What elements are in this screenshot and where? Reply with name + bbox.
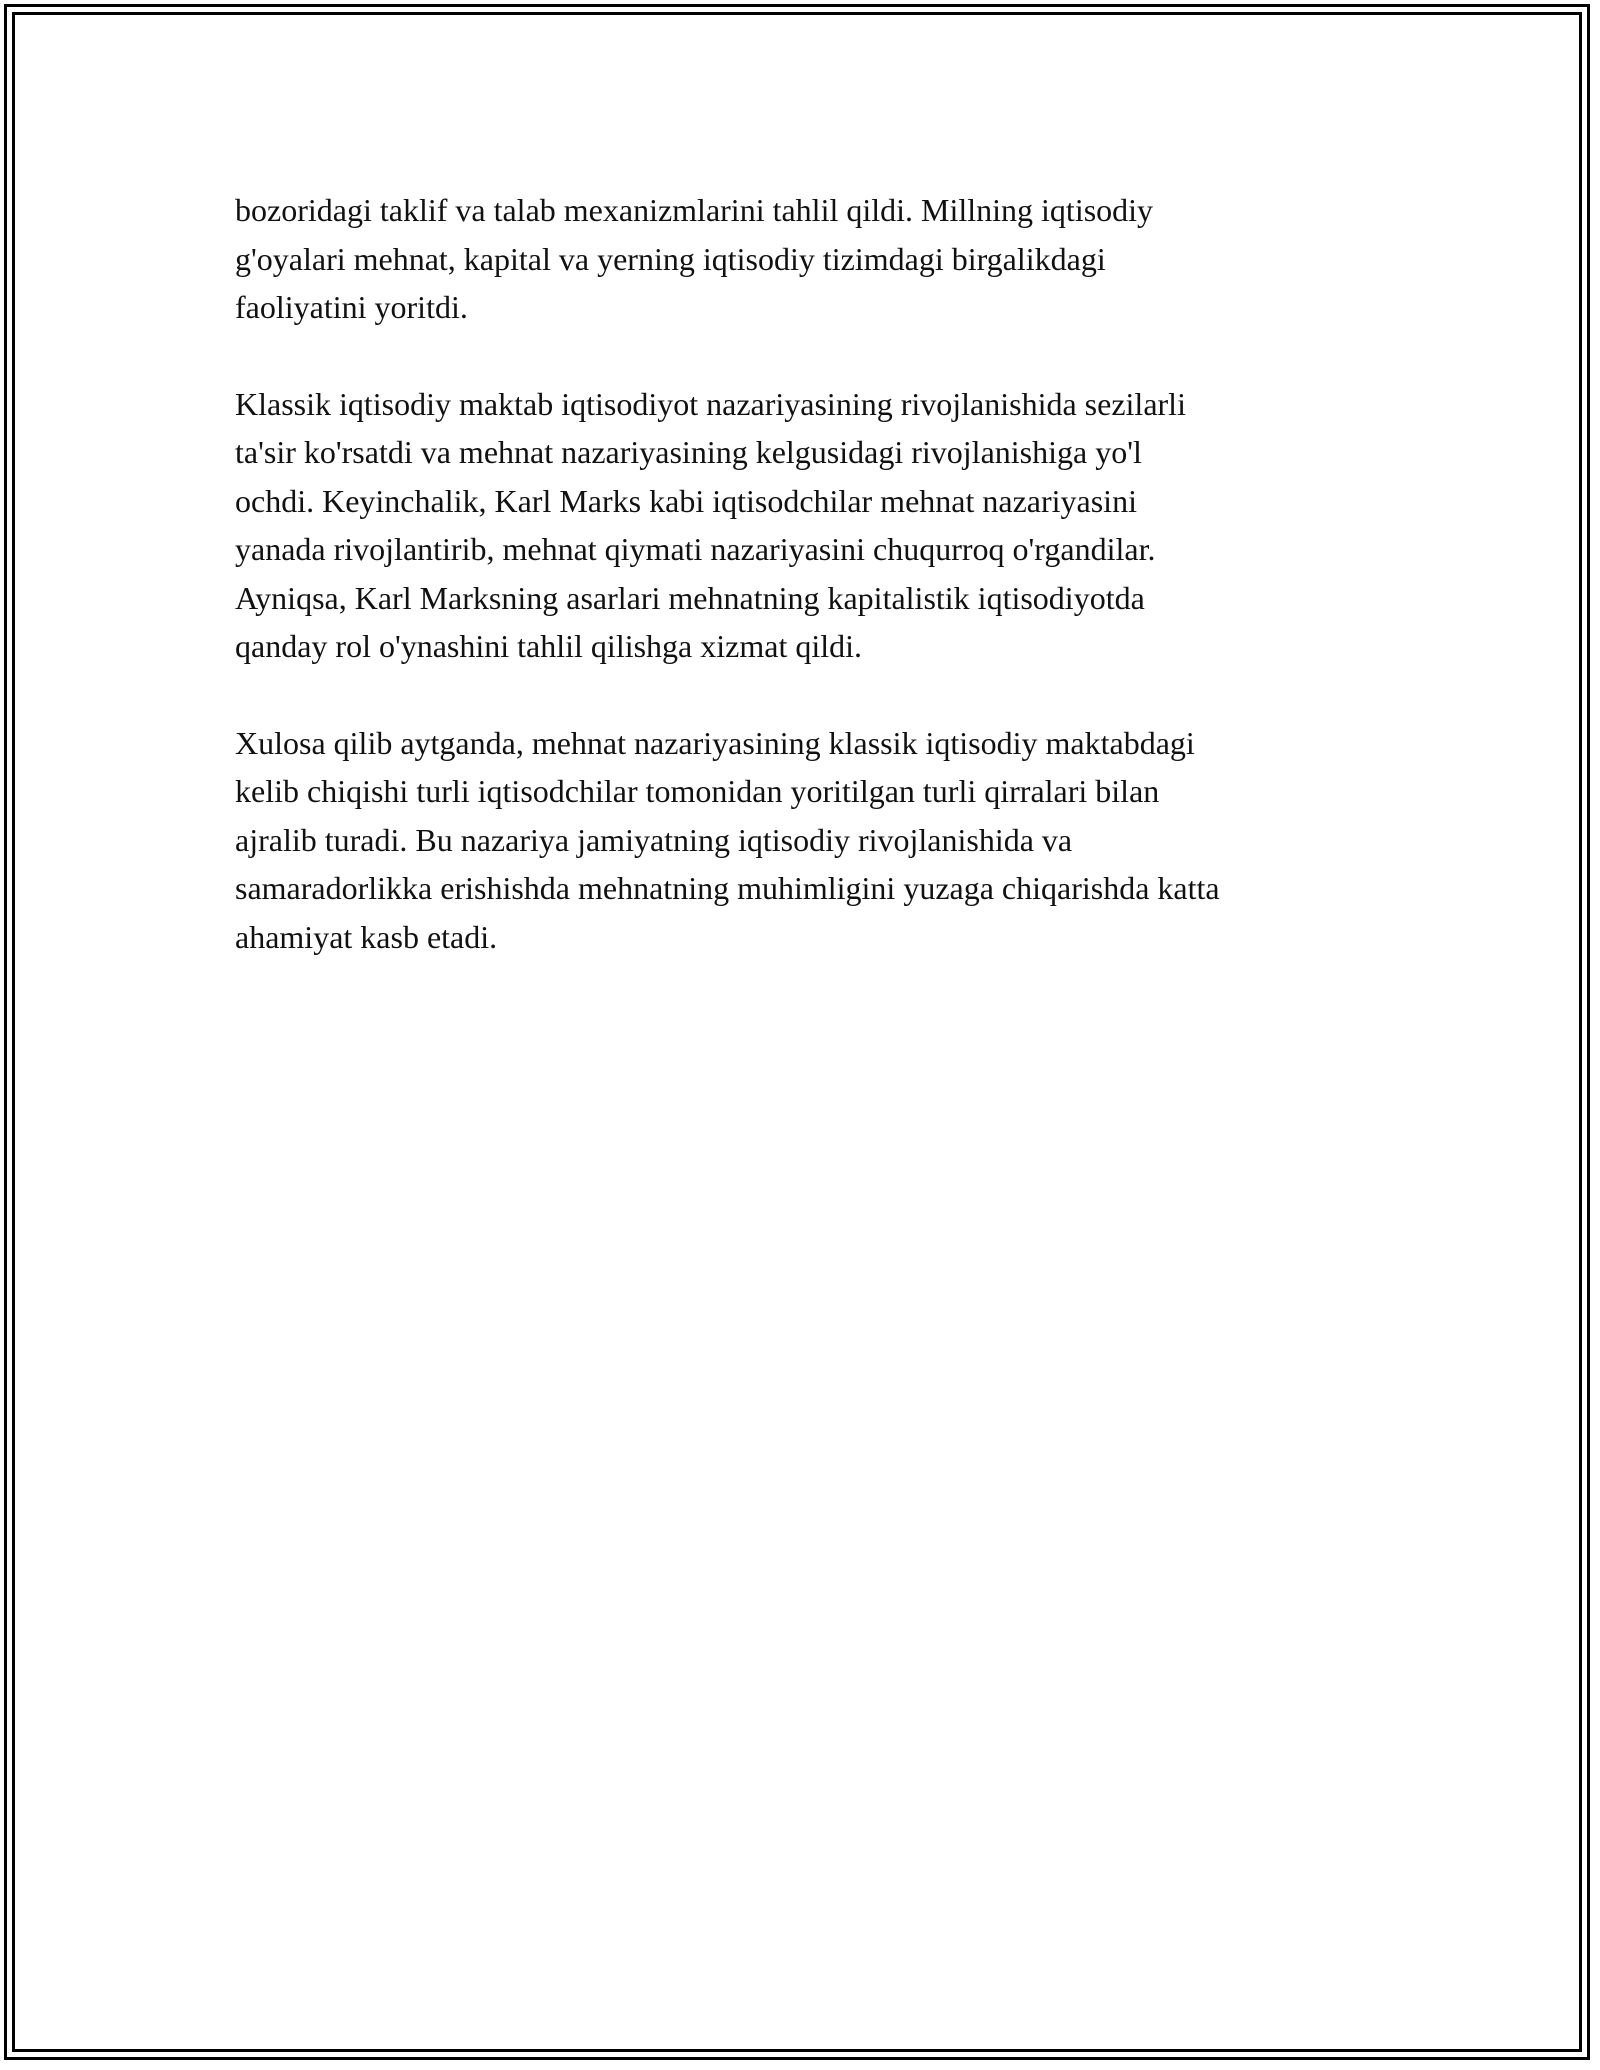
text-line: ta'sir ko'rsatdi va mehnat nazariyasining kelgusidagi rivojlanishiga yo'l <box>235 434 1142 470</box>
text-line: kelib chiqishi turli iqtisodchilar tomonidan yoritilgan turli qirralari bilan <box>235 773 1160 809</box>
text-line: yanada rivojlantirib, mehnat qiymati nazariyasini chuqurroq o'rgandilar. <box>235 531 1156 567</box>
text-line: ajralib turadi. Bu nazariya jamiyatning iqtisodiy rivojlanishida va <box>235 821 1073 858</box>
text-line: Klassik iqtisodiy maktab iqtisodiyot nazariyasining rivojlanishida sezilarli <box>235 385 1186 422</box>
document-body <box>235 186 1385 1009</box>
text-line: samaradorlikka erishishda mehnatning muhimligini yuzaga chiqarishda katta <box>235 870 1220 906</box>
text-line: qanday rol o'ynashini tahlil qilishga xizmat qildi. <box>235 628 862 664</box>
text-line: ahamiyat kasb etadi. <box>235 918 498 955</box>
text-line: Ayniqsa, Karl Marksning asarlari mehnatning kapitalistik iqtisodiyotda <box>235 579 1145 616</box>
text-line: bozoridagi taklif va talab mexanizmlarini tahlil qildi. Millning iqtisodiy <box>235 192 1154 228</box>
paragraph-1 <box>235 186 1385 332</box>
paragraph-3 <box>235 719 1385 962</box>
text-line: faoliyatini yoritdi. <box>235 289 468 325</box>
text-line: ochdi. Keyinchalik, Karl Marks kabi iqtisodchilar mehnat nazariyasini <box>235 482 1137 519</box>
text-line: Xulosa qilib aytganda, mehnat nazariyasining klassik iqtisodiy maktabdagi <box>235 724 1195 761</box>
paragraph-2 <box>235 380 1385 671</box>
text-line: g'oyalari mehnat, kapital va yerning iqtisodiy tizimdagi birgalikdagi <box>235 240 1106 277</box>
